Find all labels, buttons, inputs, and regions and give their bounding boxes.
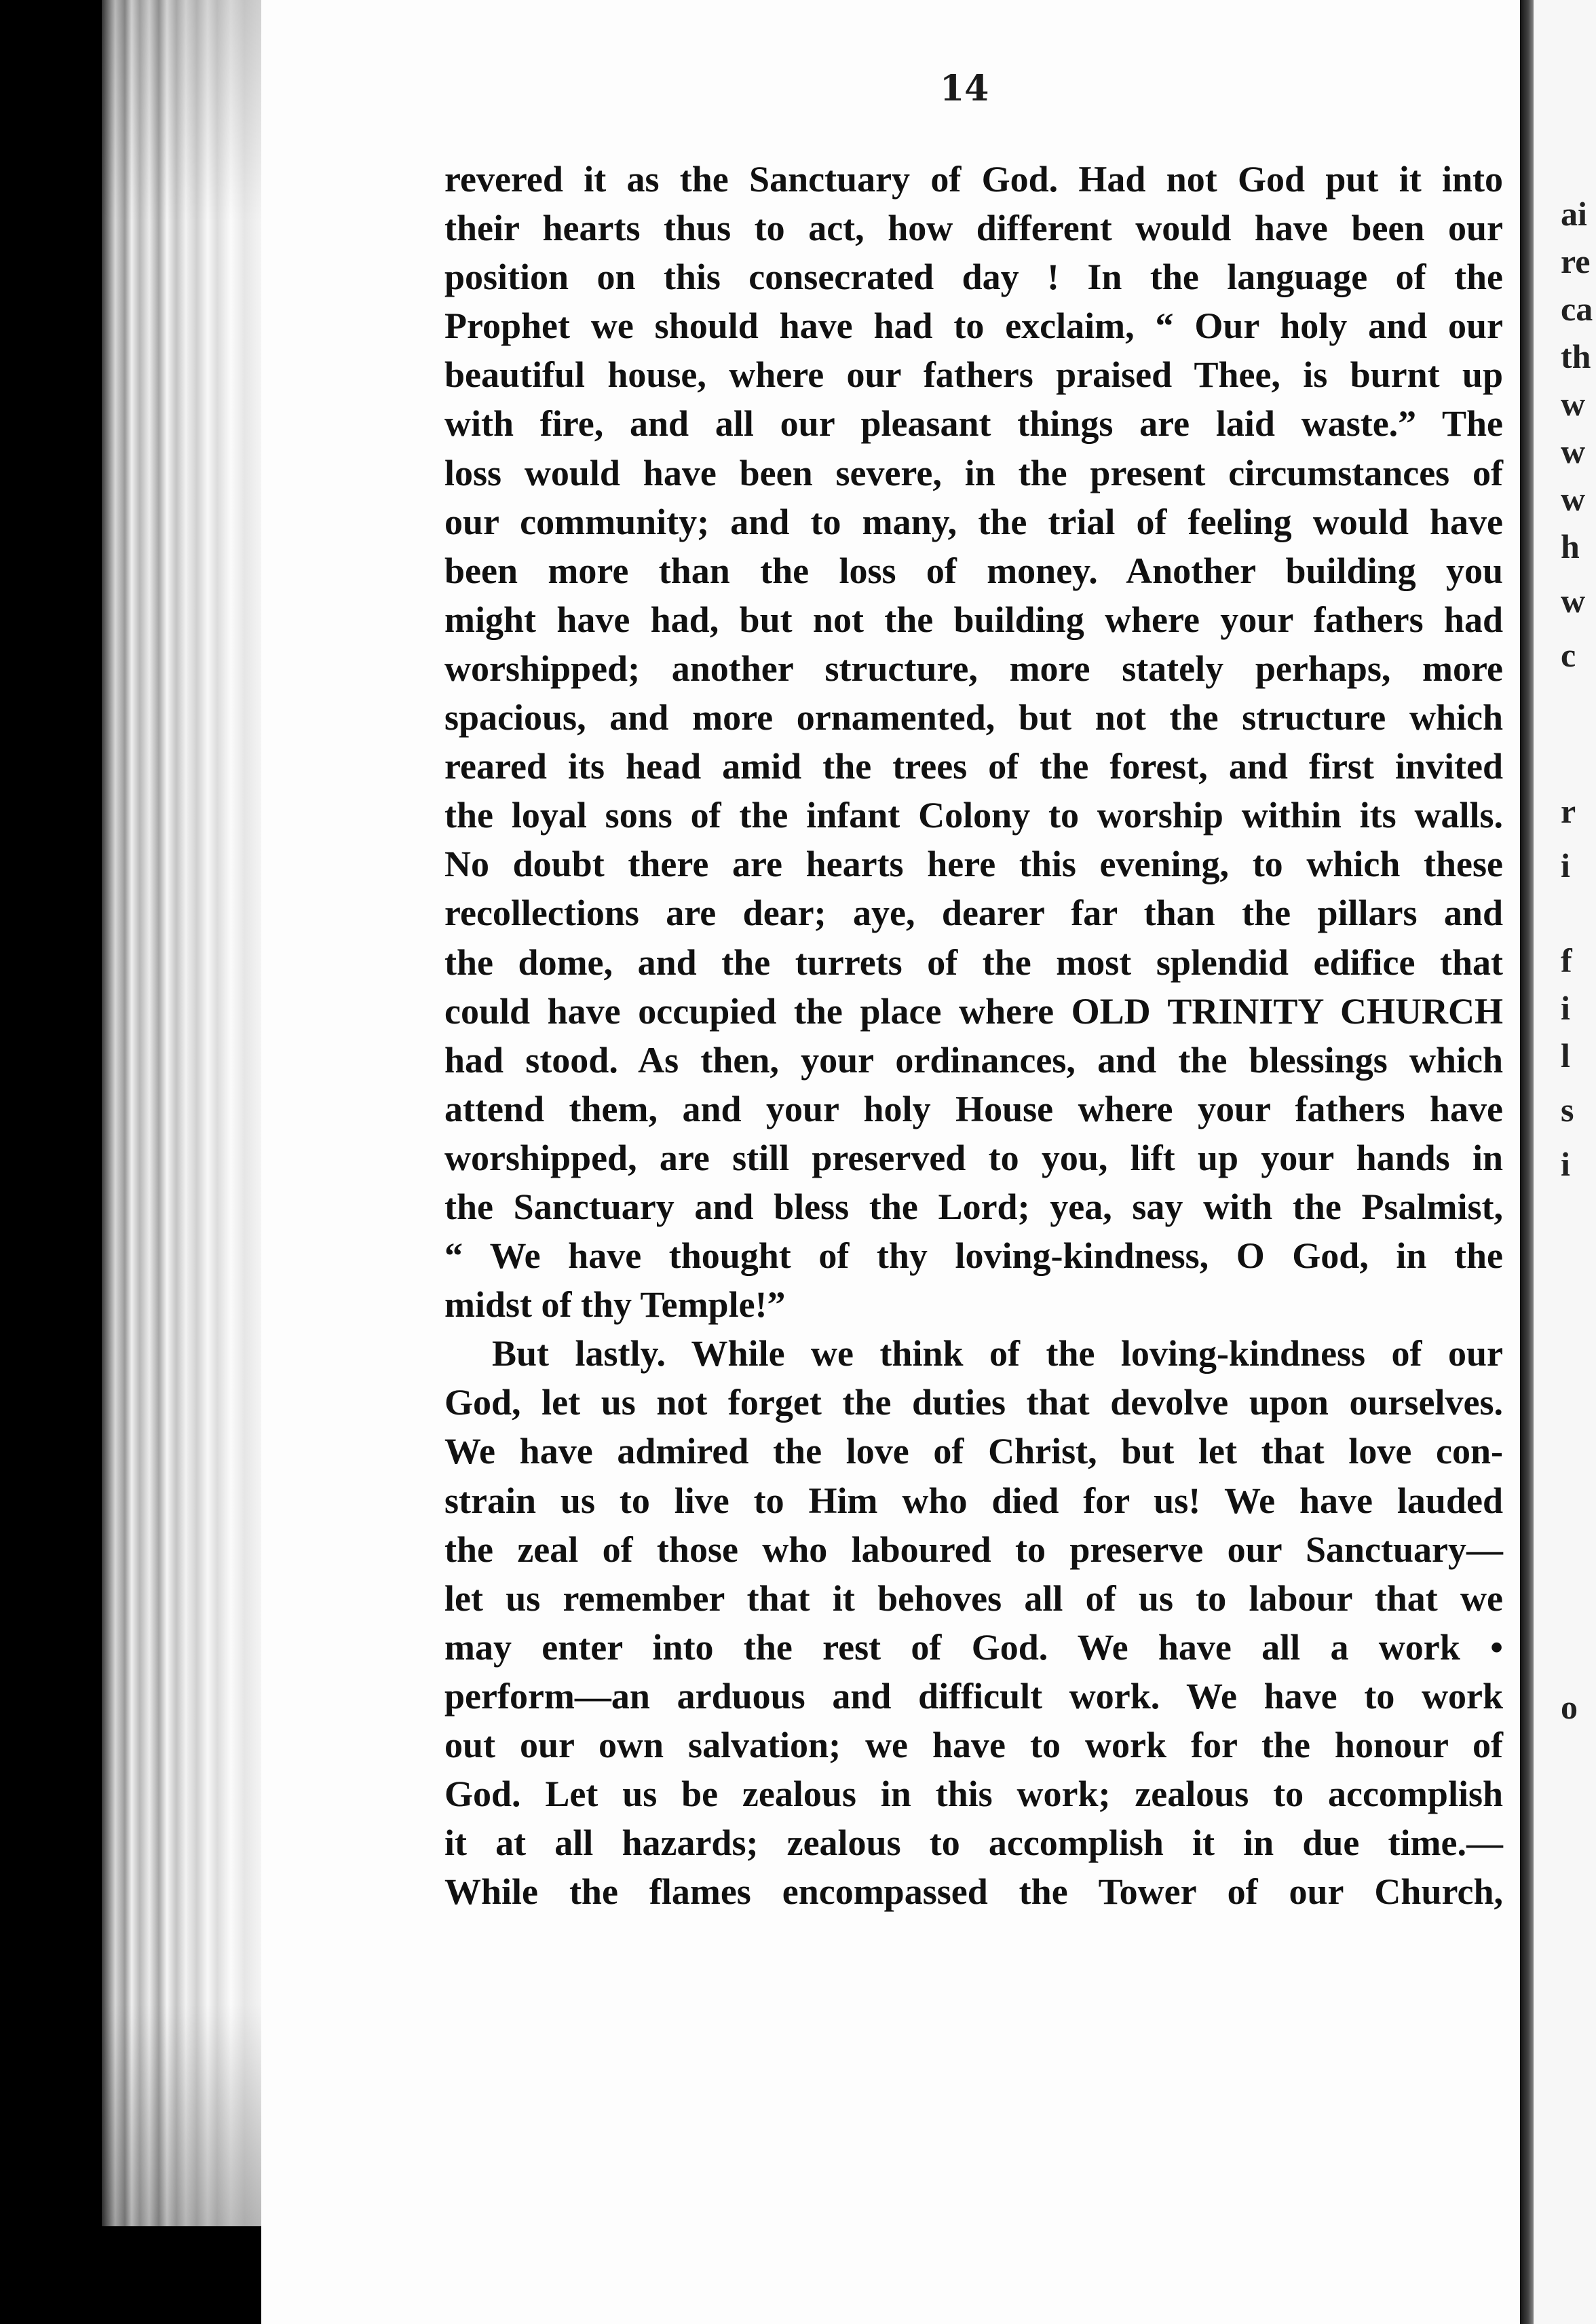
facing-fragment: w xyxy=(1561,480,1586,518)
facing-fragment: w xyxy=(1561,582,1586,620)
facing-fragment: i xyxy=(1561,846,1570,884)
facing-fragment: w xyxy=(1561,385,1586,423)
page-body xyxy=(444,155,1503,1916)
page-edges-shadow xyxy=(102,0,271,2226)
text-line: midst of thy Temple!” xyxy=(444,1284,786,1326)
text-line: with fire, and all our pleasant things are laid waste.” The xyxy=(444,403,1503,445)
paragraph-start-line: But lastly. While we think of the loving-kindness of our xyxy=(492,1333,1503,1374)
text-line: attend them, and your holy House where your fathers have xyxy=(444,1088,1503,1129)
facing-fragment: re xyxy=(1561,242,1591,280)
text-line: it at all hazards; zealous to accomplish it in due time.— xyxy=(444,1822,1503,1864)
text-line: out our own salvation; we have to work for the honour of xyxy=(444,1725,1503,1765)
book-gutter xyxy=(1520,0,1534,2324)
text-line: position on this consecrated day ! In the language of the xyxy=(444,257,1503,298)
text-line: the Sanctuary and bless the Lord; yea, say with the Psalmist, xyxy=(444,1186,1503,1227)
facing-fragment: s xyxy=(1561,1091,1574,1129)
facing-fragment: l xyxy=(1561,1036,1570,1074)
text-line: reared its head amid the trees of the forest, and first invited xyxy=(444,746,1503,787)
text-line: worshipped, are still preserved to you, lift up your hands in xyxy=(444,1137,1503,1178)
text-line: While the flames encompassed the Tower of our Church, xyxy=(444,1871,1503,1913)
facing-fragment: f xyxy=(1561,941,1572,979)
text-line: may enter into the rest of God. We have all a work • xyxy=(444,1626,1503,1668)
facing-fragment: w xyxy=(1561,432,1586,470)
page-number: 14 xyxy=(940,68,989,109)
text-line: had stood. As then, your ordinances, and the blessings which xyxy=(444,1039,1503,1081)
text-line: perform—an arduous and difficult work. We have to work xyxy=(444,1675,1503,1717)
text-line: the zeal of those who laboured to preserve our Sanctuary— xyxy=(444,1529,1503,1570)
facing-fragment: th xyxy=(1561,337,1591,375)
text-line: revered it as the Sanctuary of God. Had not God put it into xyxy=(444,159,1503,200)
text-line: their hearts thus to act, how different would have been our xyxy=(444,208,1503,249)
facing-fragment: o xyxy=(1561,1688,1578,1726)
text-line: worshipped; another structure, more stately perhaps, more xyxy=(444,648,1503,689)
text-line: our community; and to many, the trial of feeling would have xyxy=(444,501,1503,542)
text-line: the loyal sons of the infant Colony to worship within its walls. xyxy=(444,795,1503,836)
facing-fragment: ca xyxy=(1561,290,1593,328)
facing-fragment: c xyxy=(1561,636,1576,674)
text-line: recollections are dear; aye, dearer far than the pillars and xyxy=(444,893,1503,934)
text-line: been more than the loss of money. Another building you xyxy=(444,550,1503,591)
text-line: let us remember that it behoves all of us to labour that we xyxy=(444,1577,1503,1619)
text-line: God, let us not forget the duties that devolve upon ourselves. xyxy=(444,1382,1503,1423)
facing-fragment: i xyxy=(1561,1145,1570,1183)
facing-fragment: i xyxy=(1561,989,1570,1027)
text-line: God. Let us be zealous in this work; zealous to accomplish xyxy=(444,1774,1503,1815)
text-line: might have had, but not the building where your fathers had xyxy=(444,599,1503,640)
text-line: the dome, and the turrets of the most splendid edifice that xyxy=(444,941,1503,983)
facing-fragment: ai xyxy=(1561,195,1587,233)
text-line: strain us to live to Him who died for us! We have lauded xyxy=(444,1480,1503,1521)
text-line: We have admired the love of Christ, but let that love con- xyxy=(444,1431,1503,1472)
text-line: beautiful house, where our fathers praised Thee, is burnt up xyxy=(444,354,1503,396)
text-line: spacious, and more ornamented, but not the structure which xyxy=(444,697,1503,738)
text-line: Prophet we should have had to exclaim, “ Our holy and our xyxy=(444,305,1503,347)
text-line: “ We have thought of thy loving-kindness, O God, in the xyxy=(444,1235,1503,1277)
text-line: No doubt there are hearts here this evening, to which these xyxy=(444,844,1503,885)
facing-fragment: h xyxy=(1561,527,1580,565)
text-line: loss would have been severe, in the present circumstances of xyxy=(444,452,1503,493)
text-line: could have occupied the place where OLD TRINITY CHURCH xyxy=(444,990,1503,1032)
facing-fragment: r xyxy=(1561,792,1576,830)
